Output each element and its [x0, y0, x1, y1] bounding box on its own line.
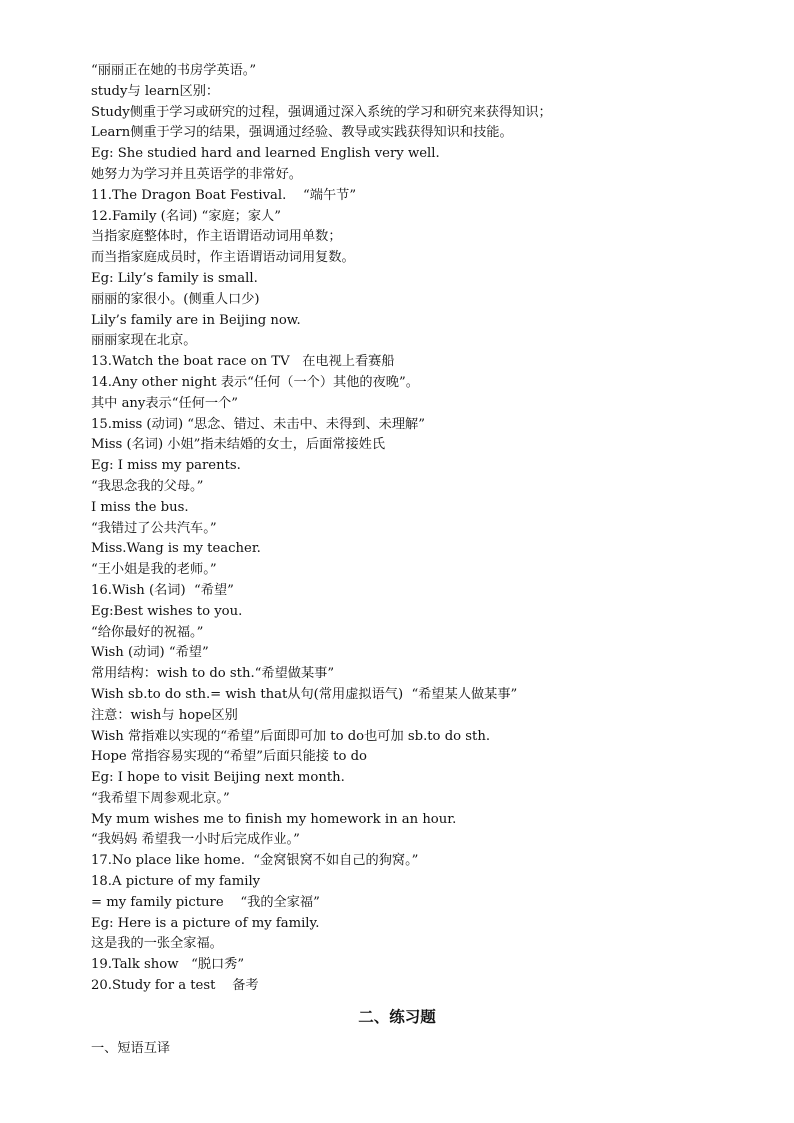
text-line: 当指家庭整体时，作主语谓语动词用单数； [91, 229, 342, 245]
text-line: Eg: She studied hard and learned English very well. [91, 146, 440, 162]
text-line: 其中 any表示“任何一个” [91, 395, 238, 411]
text-line: 18.A picture of my family [91, 874, 261, 890]
text-line: 11.The Dragon Boat Festival. “端午节” [91, 187, 357, 203]
text-line: Eg: I hope to visit Beijing next month. [91, 770, 345, 786]
text-line: 12.Family (名词) “家庭；家人” [91, 208, 281, 224]
text-line: Study侧重于学习或研究的过程，强调通过深入系统的学习和研究来获得知识； [91, 104, 552, 120]
notes-body [91, 61, 751, 997]
text-line: Lily’s family are in Beijing now. [91, 312, 301, 328]
text-line: My mum wishes me to finish my homework in an hour. [91, 811, 457, 827]
text-line: Hope 常指容易实现的“希望”后面只能接 to do [91, 749, 367, 765]
text-line: 常用结构：wish to do sth.“希望做某事” [91, 666, 335, 682]
text-line: Eg:Best wishes to you. [91, 603, 243, 619]
text-line: 13.Watch the boat race on TV 在电视上看赛船 [91, 354, 395, 370]
text-line: Miss (名词) 小姐”指未结婚的女士，后面常接姓氏 [91, 437, 386, 453]
text-line: 而当指家庭成员时，作主语谓语动词用复数。 [91, 250, 355, 266]
text-line: 19.Talk show “脱口秀” [91, 957, 245, 973]
text-line: 14.Any other night 表示“任何（一个）其他的夜晚”。 [91, 374, 419, 390]
text-line: 15.miss (动词) “思念、错过、未击中、未得到、未理解” [91, 416, 425, 432]
text-line: 20.Study for a test 备考 [91, 978, 259, 994]
section-heading: 二、练习题 [358, 1008, 436, 1026]
text-line: 丽丽的家很小。(侧重人口少) [91, 291, 260, 307]
text-line: “我妈妈 希望我一小时后完成作业。” [91, 832, 300, 848]
text-line: Miss.Wang is my teacher. [91, 541, 261, 557]
text-line: “王小姐是我的老师。” [91, 562, 217, 578]
text-line: “给你最好的祝福。” [91, 624, 204, 640]
text-line: 17.No place like home. “金窝银窝不如自己的狗窝。” [91, 853, 419, 869]
text-line: Eg: Here is a picture of my family. [91, 915, 320, 931]
text-line: Wish 常指难以实现的“希望”后面即可加 to do也可加 sb.to do sth. [91, 728, 491, 744]
text-line: 16.Wish (名词) “希望” [91, 582, 234, 598]
text-line: 她努力为学习并且英语学的非常好。 [91, 166, 302, 182]
text-line: “我希望下周参观北京。” [91, 790, 230, 806]
text-line: Wish (动词) “希望” [91, 645, 209, 661]
text-line: “我思念我的父母。” [91, 478, 204, 494]
text-line: Wish sb.to do sth.= wish that从句(常用虚拟语气) “希望某人做某事” [91, 686, 518, 702]
text-line: 丽丽家现在北京。 [91, 333, 197, 349]
text-line: 注意：wish与 hope区别 [91, 707, 238, 723]
text-line: “丽丽正在她的书房学英语。” [91, 63, 257, 78]
text-line: I miss the bus. [91, 499, 189, 515]
text-line: Eg: Lily’s family is small. [91, 270, 258, 286]
text-line: Learn侧重于学习的结果，强调通过经验、教导或实践获得知识和技能。 [91, 125, 513, 141]
text-line: = my family picture “我的全家福” [91, 894, 320, 910]
text-line: 这是我的一张全家福。 [91, 936, 223, 952]
sub-heading: 一、短语互译 [91, 1041, 171, 1056]
text-line: Eg: I miss my parents. [91, 458, 241, 474]
text-line: study与 learn区别： [91, 83, 220, 99]
text-line: “我错过了公共汽车。” [91, 520, 217, 536]
